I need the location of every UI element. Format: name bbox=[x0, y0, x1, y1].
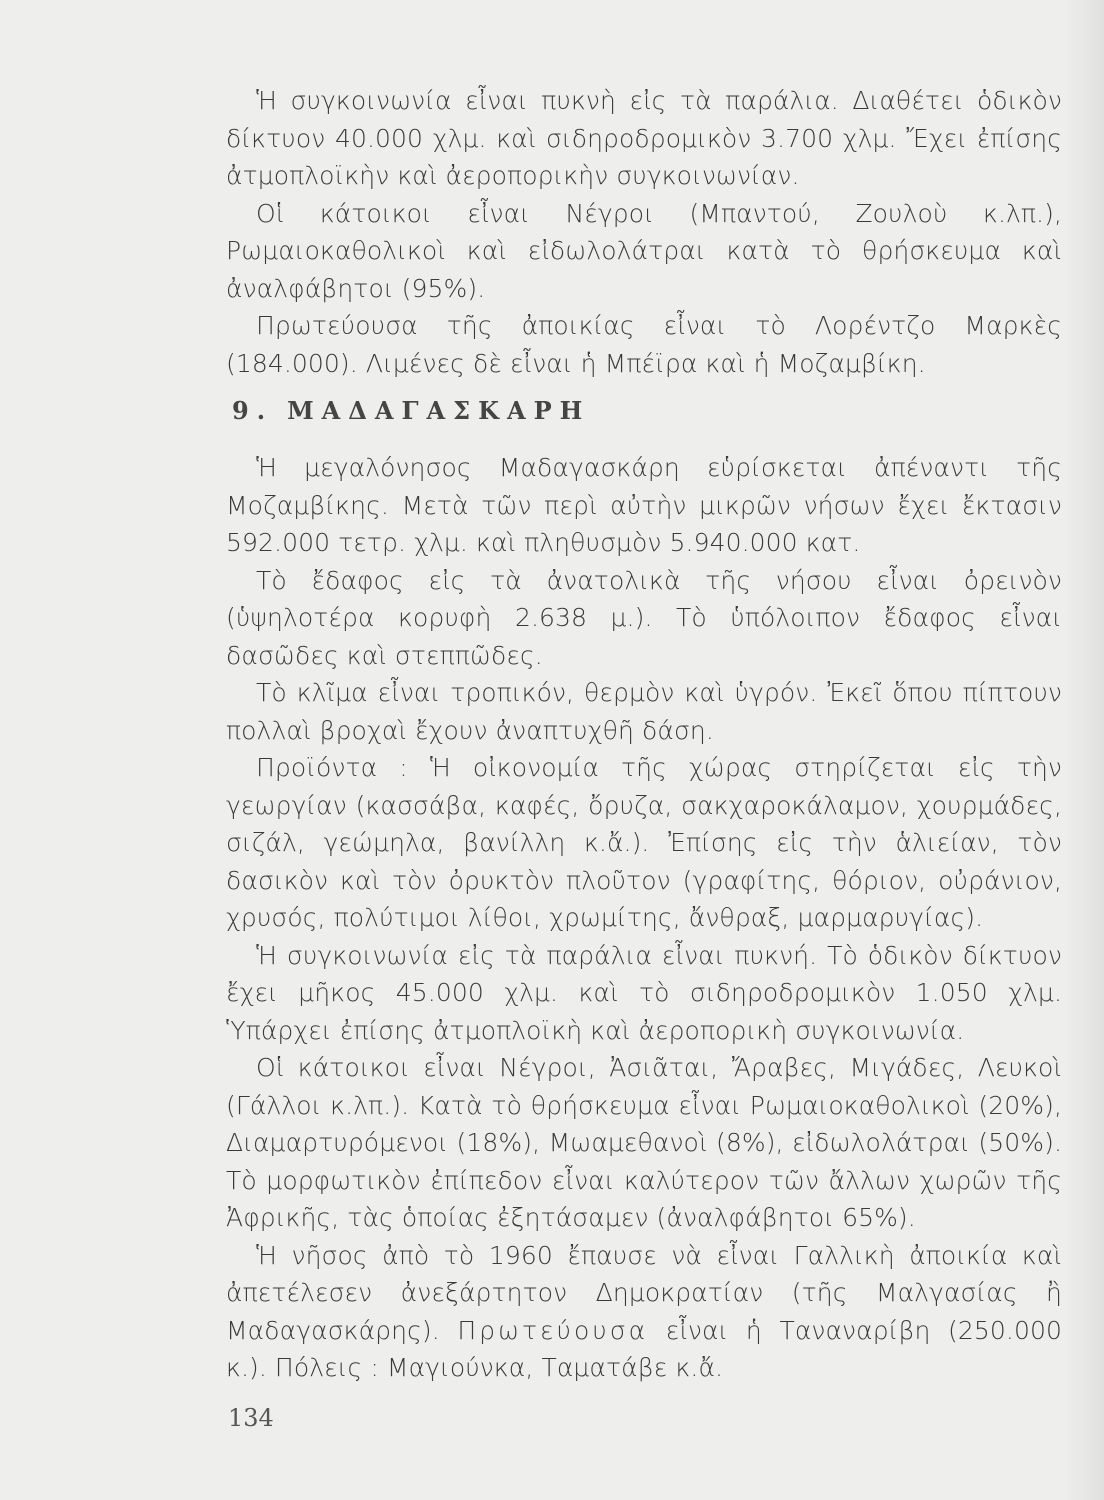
paragraph-inhabitants: Οἱ κάτοικοι εἶναι Νέγροι (Μπαντού, Ζουλοὺ κ.λπ.), Ρωμαιοκαθολικοὶ καὶ εἰδωλολάτραι κατὰ τὸ θρήσκευμα καὶ ἀναλφάβητοι (95%). bbox=[226, 198, 1062, 303]
paragraph-products: Προϊόντα : Ἡ οἰκονομία τῆς χώρας στηρίζεται εἰς τὴν γεωργίαν (κασσάβα, καφές, ὄρυζα, σακχαροκάλαμον, χουρμάδες, σιζάλ, γεώμηλα, βανίλλη κ.ἄ.). Ἐπίσης εἰς τὴν ἁλιείαν, τὸν δασικὸν καὶ τὸν ὀρυκτὸν πλοῦτον (γραφίτης, θόριον, οὐράνιον, χρυσός, πολύτιμοι λίθοι, χρωμίτης, ἄνθραξ, μαρμαρυγίας). bbox=[226, 753, 1062, 932]
page-edge-shadow bbox=[1064, 0, 1104, 1500]
capital-word: Πρωτεύουσα bbox=[457, 1315, 649, 1345]
section-number: 9. bbox=[232, 396, 274, 425]
paragraph-capital: Πρωτεύουσα τῆς ἀποικίας εἶναι τὸ Λορέντζο Μαρκὲς (184.000). Λιμένες δὲ εἶναι ἡ Μπέϊρα καὶ ἡ Μοζαμβίκη. bbox=[226, 311, 1062, 378]
paragraph-location: Ἡ μεγαλόνησος Μαδαγασκάρη εὑρίσκεται ἀπέναντι τῆς Μοζαμβίκης. Μετὰ τῶν περὶ αὐτὴν μικρῶν νήσων ἔχει ἔκτασιν 592.000 τετρ. χλμ. καὶ πληθυσμὸν 5.940.000 κατ. bbox=[226, 453, 1062, 557]
capital-text: εἶναι ἡ Ταναναρίβη (250.000 κ.). Πόλεις : Μαγιούνκα, Ταματάβε κ.ἄ. bbox=[226, 1315, 1062, 1382]
paragraph-inhabitants: Οἱ κάτοικοι εἶναι Νέγροι, Ἀσιᾶται, Ἄραβες, Μιγάδες, Λευκοὶ (Γάλλοι κ.λπ.). Κατὰ τὸ θρήσκευμα εἶναι Ρωμαιοκαθολικοὶ (20%), Διαμαρτυρόμενοι (18%), Μωαμεθανοὶ (8%), εἰδωλολάτραι (50%). Τὸ μορφωτικὸν ἐπίπεδον εἶναι καλύτερον τῶν ἄλλων χωρῶν τῆς Ἀφρικῆς, τὰς ὁποίας ἐξητάσαμεν (ἀναλφάβητοι 65%). bbox=[226, 1053, 1062, 1232]
independence-text: Ἡ νῆσος ἀπὸ τὸ 1960 ἔπαυσε νὰ εἶναι Γαλλικὴ ἀποικία καὶ ἀπετέλεσεν ἀνεξάρτητον Δημοκρατίαν (τῆς Μαλγασίας ἢ Μαδαγασκάρης). bbox=[226, 1240, 1062, 1345]
paragraph-independence bbox=[226, 1237, 1062, 1387]
paragraph-communications: Ἡ συγκοινωνία εἰς τὰ παράλια εἶναι πυκνή. Τὸ ὁδικὸν δίκτυον ἔχει μῆκος 45.000 χλμ. καὶ τὸ σιδηροδρομικὸν 1.050 χλμ. Ὑπάρχει ἐπίσης ἀτμοπλοϊκὴ καὶ ἀεροπορικὴ συγκοινωνία. bbox=[226, 940, 1062, 1045]
section-title: ΜΑΔΑΓΑΣΚΑΡΗ bbox=[287, 396, 591, 425]
paragraph-terrain: Τὸ ἔδαφος εἰς τὰ ἀνατολικὰ τῆς νήσου εἶναι ὀρεινὸν (ὑψηλοτέρα κορυφὴ 2.638 μ.). Τὸ ὑπόλοιπον ἔδαφος εἶναι δασῶδες καὶ στεππῶδες. bbox=[226, 565, 1062, 670]
page-number: 134 bbox=[228, 1404, 274, 1432]
mozambique-text-block bbox=[226, 82, 1062, 382]
section-heading bbox=[232, 396, 590, 425]
madagascar-text-block bbox=[226, 449, 1062, 1387]
paragraph-climate: Τὸ κλῖμα εἶναι τροπικόν, θερμὸν καὶ ὑγρόν. Ἐκεῖ ὅπου πίπτουν πολλαὶ βροχαὶ ἔχουν ἀναπτυχθῆ δάση. bbox=[226, 678, 1062, 745]
paragraph-communications: Ἡ συγκοινωνία εἶναι πυκνὴ εἰς τὰ παράλια. Διαθέτει ὁδικὸν δίκτυον 40.000 χλμ. καὶ σιδηροδρομικὸν 3.700 χλμ. Ἔχει ἐπίσης ἀτμοπλοϊκὴν καὶ ἀεροπορικὴν συγκοινωνίαν. bbox=[226, 86, 1062, 190]
